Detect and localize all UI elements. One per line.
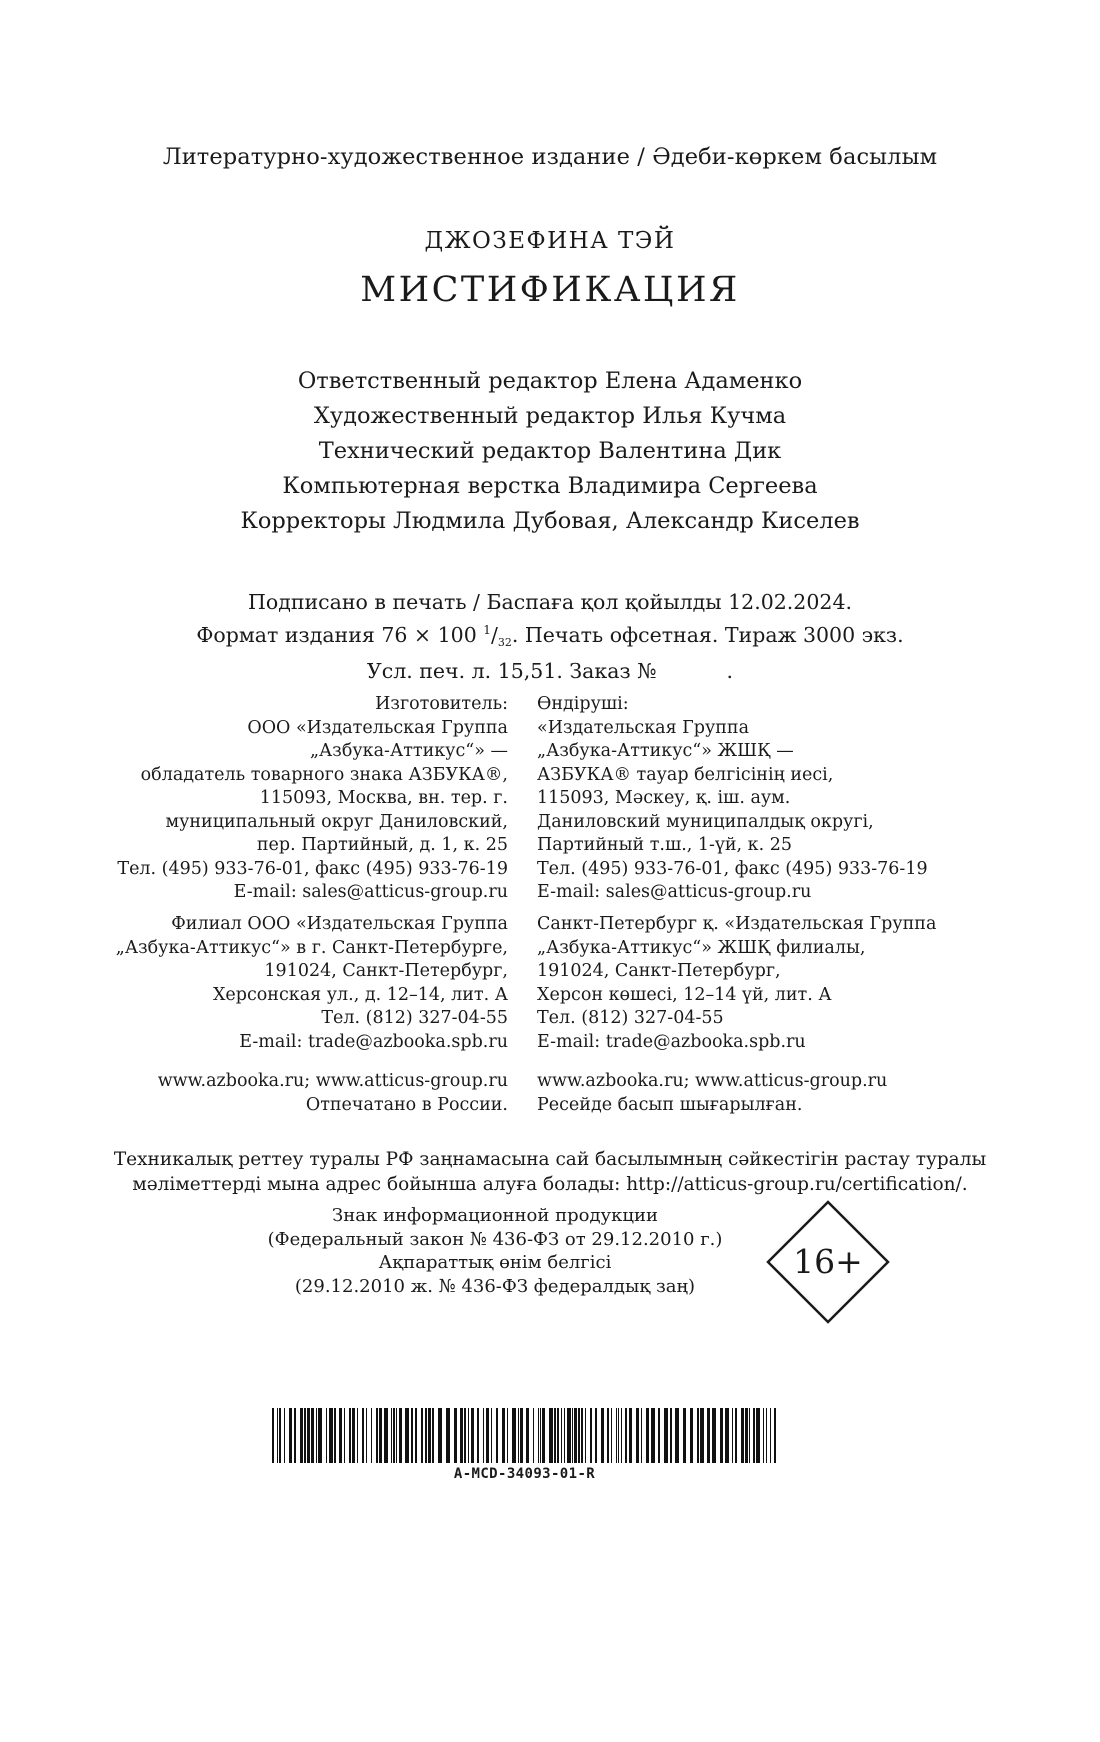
certification-note: [0, 1147, 1100, 1197]
certification-line: Техникалық реттеу туралы РФ заңнамасына сай басылымның сәйкестігін растау туралы: [113, 1149, 987, 1170]
email-line: E-mail: sales@atticus-group.ru: [233, 882, 508, 902]
address-line: пер. Партийный, д. 1, к. 25: [256, 835, 508, 855]
format-suffix: . Печать офсетная. Тираж 3000 экз.: [511, 623, 904, 647]
address-line: Филиал ООО «Издательская Группа: [171, 914, 508, 934]
address-line: Тел. (812) 327-04-55: [537, 1008, 724, 1028]
address-line: Изготовитель:: [375, 694, 508, 714]
staff-line: Корректоры Людмила Дубовая, Александр Киселев: [240, 508, 860, 534]
address-line: ООО «Издательская Группа: [247, 717, 508, 738]
address-line: «Издательская Группа: [537, 717, 750, 738]
manufacturer-ru: [117, 693, 508, 905]
staff-line: Художественный редактор Илья Кучма: [313, 403, 787, 429]
website-line: www.azbooka.ru; www.atticus-group.ru: [537, 1071, 888, 1091]
address-line: Тел. (495) 933-76-01, факс (495) 933-76-19: [117, 858, 508, 879]
fraction-den: 32: [497, 636, 512, 649]
address-line: Санкт-Петербург қ. «Издательская Группа: [537, 914, 937, 934]
book-author: ДЖОЗЕФИНА ТЭЙ: [424, 228, 676, 254]
print-signed: Подписано в печать / Баспаға қол қойылды 12.02.2024.: [248, 590, 852, 614]
website-line: www.azbooka.ru; www.atticus-group.ru: [157, 1071, 508, 1091]
fraction-slash: /: [490, 623, 498, 647]
edition-type: Литературно-художественное издание / Әдеби-көркем басылым: [162, 144, 938, 170]
staff-line: Ответственный редактор Елена Адаменко: [297, 368, 803, 394]
address-line: 115093, Мәскеу, қ. іш. аум.: [537, 788, 791, 808]
certification-line: мәліметтерді мына адрес бойынша алуға болады: http://atticus-group.ru/certification/.: [132, 1174, 968, 1195]
address-line: „Азбука-Аттикус“» ЖШҚ филиалы,: [537, 937, 866, 958]
address-line: Херсон көшесі, 12–14 үй, лит. А: [537, 984, 832, 1005]
address-line: „Азбука-Аттикус“» —: [309, 741, 508, 761]
address-line: Даниловский муниципалдық округі,: [537, 811, 874, 832]
format-fraction: [483, 623, 512, 647]
address-line: Тел. (812) 327-04-55: [321, 1008, 508, 1028]
email-line: E-mail: sales@atticus-group.ru: [537, 882, 812, 902]
staff-line: Компьютерная верстка Владимира Сергеева: [282, 473, 818, 499]
address-line: Херсонская ул., д. 12–14, лит. А: [212, 984, 508, 1005]
address-line: муниципальный округ Даниловский,: [165, 811, 508, 832]
branch-ru: [116, 913, 508, 1054]
fraction-num: 1: [483, 623, 491, 637]
address-line: 115093, Москва, вн. тер. г.: [259, 788, 508, 808]
editorial-staff: [0, 364, 1100, 539]
info-product-sign: [245, 1204, 745, 1298]
address-line: Партийный т.ш., 1-үй, к. 25: [537, 835, 792, 855]
sign-line: Знак информационной продукции: [332, 1205, 658, 1226]
address-line: „Азбука-Аттикус“» ЖШҚ —: [537, 741, 794, 761]
print-format: [0, 616, 1100, 657]
sheets-end: .: [726, 659, 734, 683]
web-kz: [537, 1070, 887, 1117]
print-info: [0, 588, 1100, 685]
web-ru: [158, 1070, 508, 1117]
staff-line: Технический редактор Валентина Дик: [318, 438, 782, 464]
branch-kz: [537, 913, 936, 1054]
age-rating: 16+: [793, 1242, 863, 1281]
barcode-text: A-MCD-34093-01-R: [453, 1466, 596, 1482]
sign-line: (29.12.2010 ж. № 436-ФЗ федералдық заң): [294, 1275, 696, 1297]
address-line: „Азбука-Аттикус“» в г. Санкт-Петербурге,: [115, 937, 508, 958]
email-line: E-mail: trade@azbooka.spb.ru: [239, 1031, 508, 1052]
format-prefix: Формат издания 76 × 100: [196, 623, 477, 647]
print-sheets: [0, 657, 1100, 685]
address-line: Тел. (495) 933-76-01, факс (495) 933-76-19: [537, 858, 928, 879]
address-line: Өндіруші:: [537, 694, 629, 714]
printed-in-line: Ресейде басып шығарылған.: [537, 1094, 803, 1115]
address-line: 191024, Санкт-Петербург,: [537, 961, 781, 981]
sign-line: Ақпараттық өнім белгісі: [378, 1252, 612, 1273]
address-line: АЗБУКА® тауар белгісінің иесі,: [537, 764, 834, 785]
sheets-text: Усл. печ. л. 15,51. Заказ №: [366, 659, 657, 683]
address-line: 191024, Санкт-Петербург,: [264, 961, 508, 981]
book-title: МИСТИФИКАЦИЯ: [360, 270, 740, 310]
email-line: E-mail: trade@azbooka.spb.ru: [537, 1031, 806, 1052]
address-line: обладатель товарного знака АЗБУКА®,: [140, 764, 508, 785]
manufacturer-kz: [537, 693, 928, 905]
printed-in-line: Отпечатано в России.: [305, 1094, 508, 1115]
barcode-icon: [272, 1408, 777, 1463]
sign-line: (Федеральный закон № 436-ФЗ от 29.12.2010 г.): [267, 1228, 723, 1250]
